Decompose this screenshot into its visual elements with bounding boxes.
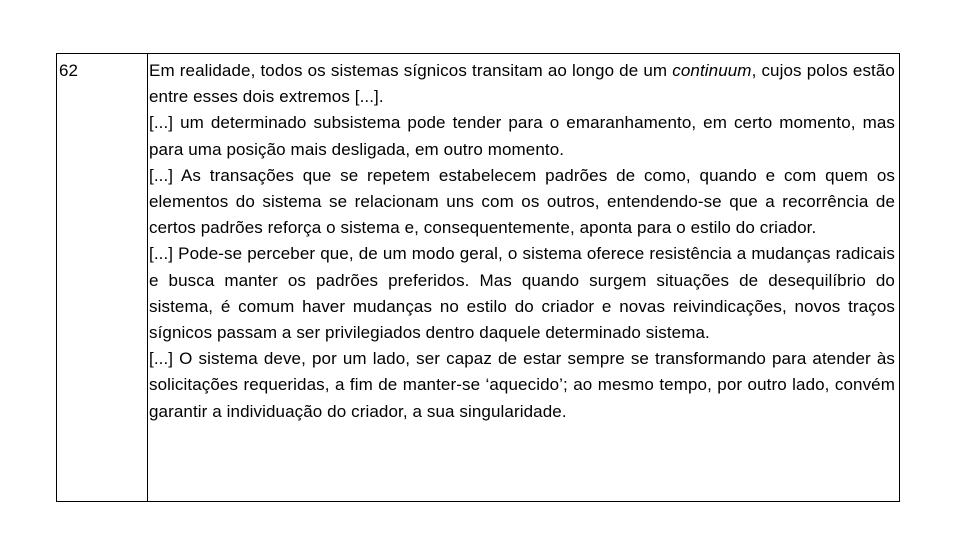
paragraph-3-text: [...] As transações que se repetem estabelecem padrões de como, quando e com quem os elementos do sistema se relacionam uns com os outros, entendendo-se que a recorrência de certos padrões reforça o sistema e, consequentemente, aponta para o estilo do criador. xyxy=(149,165,895,238)
paragraph-1-text-start: Em realidade, todos os sistemas sígnicos transitam ao longo de um xyxy=(149,61,673,80)
citation-number-cell xyxy=(57,54,148,501)
paragraph-2-text: [...] um determinado subsistema pode tender para o emaranhamento, em certo momento, mas para uma posição mais desligada, em outro momento. xyxy=(149,113,895,159)
citation-paragraph-3 xyxy=(149,163,895,242)
paragraph-4-text: [...] Pode-se perceber que, de um modo geral, o sistema oferece resistência a mudanças radicais e busca manter os padrões preferidos. Mas quando surgem situações de desequilíbrio do sistema, é comum haver mudanças no estilo do criador e novas reivindicações, novos traços sígnicos passam a ser privilegiados dentro daquele determinado sistema. xyxy=(149,244,895,343)
paragraph-1-text-end: , cujos polos estão entre esses dois extremos [...]. xyxy=(149,61,895,107)
citation-paragraph-5 xyxy=(149,346,895,425)
citation-paragraph-2 xyxy=(149,110,895,162)
citation-paragraph-4 xyxy=(149,241,895,346)
citation-text-cell xyxy=(148,54,899,501)
paragraph-5-text: [...] O sistema deve, por um lado, ser capaz de estar sempre se transformando para atender às solicitações requeridas, a fim de manter-se ‘aquecido’; ao mesmo tempo, por outro lado, convém garantir a individuação do criador, a sua singularidade. xyxy=(149,349,895,421)
citation-number: 62 xyxy=(59,61,78,80)
citation-paragraph-1 xyxy=(149,58,895,110)
citation-table xyxy=(56,53,900,502)
paragraph-1-emphasis: continuum xyxy=(672,61,752,80)
